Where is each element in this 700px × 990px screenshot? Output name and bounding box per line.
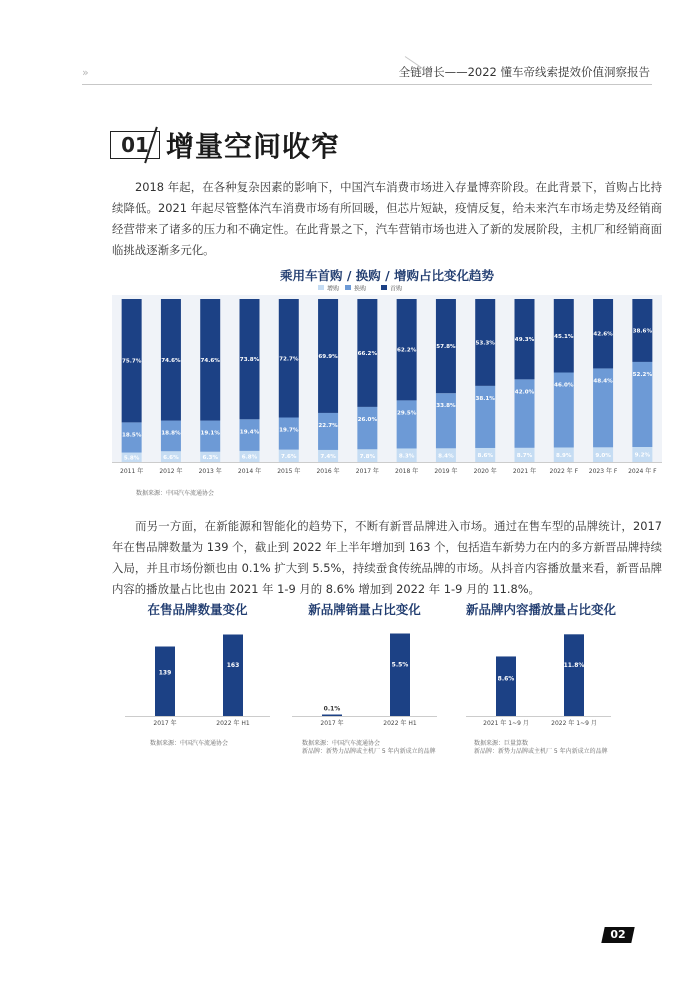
report-title: 全链增长——2022 懂车帝线索提效价值洞察报告	[398, 65, 650, 79]
paragraph-1: 2018 年起，在各种复杂因素的影响下，中国汽车消费市场进入存量博弈阶段。在此背景下，首购占比持续降低。2021 年起尽管整体汽车消费市场有所回暖，但芯片短缺，疫情反复，给未来汽车市场走势及经销商经营带来了诸多的压力和不确定性。在此背景之下，汽车营销市场也进入了新的发展阶段，主机厂和经销商面临挑战逐渐多元化。	[112, 180, 662, 257]
tick-label: 2023 年 F	[588, 468, 618, 475]
legend-label: 增购	[327, 285, 340, 293]
page-number: 02	[610, 928, 626, 941]
data-label: 6.8%	[241, 454, 258, 461]
data-label: 75.7%	[121, 358, 142, 365]
data-label: 8.9%	[556, 452, 572, 459]
bar	[322, 715, 342, 717]
data-label: 74.6%	[161, 357, 181, 364]
data-label: 6.3%	[202, 455, 218, 462]
legend-swatch	[381, 285, 387, 290]
data-label: 26.0%	[357, 416, 378, 423]
main-chart-title: 乘用车首购 / 换购 / 增购占比变化趋势	[279, 268, 495, 283]
source-line: 新品牌：新势力品牌或主机厂 5 年内新成立的品牌	[474, 748, 608, 755]
small-chart-2	[292, 620, 437, 730]
tick-label: 2017 年	[153, 720, 177, 727]
tick-label: 2013 年	[198, 468, 222, 475]
data-label: 8.7%	[516, 453, 533, 460]
header-arrows-icon: »	[82, 66, 87, 79]
data-label: 33.8%	[436, 403, 456, 410]
data-label: 19.7%	[279, 427, 299, 434]
small-chart-2-title: 新品牌销量占比变化	[308, 602, 421, 617]
source-line: 数据来源：巨量算数	[474, 740, 529, 747]
bar	[223, 635, 243, 717]
tick-label: 2021 年 1~9 月	[483, 720, 529, 727]
bar	[496, 656, 516, 716]
data-label: 69.9%	[318, 353, 338, 360]
legend-label: 首购	[390, 285, 403, 293]
small-chart-3	[466, 620, 611, 730]
data-label: 73.8%	[239, 357, 260, 364]
bar-segment	[397, 400, 417, 448]
small-chart-1-title: 在售品牌数量变化	[147, 602, 248, 617]
tick-label: 2022 年 H1	[216, 720, 250, 727]
data-label: 8.6%	[497, 675, 515, 683]
data-label: 72.7%	[279, 356, 299, 363]
data-label: 9.2%	[634, 452, 651, 459]
small-chart-1-source	[150, 740, 228, 748]
source-line: 数据来源：中国汽车流通协会	[302, 740, 381, 747]
data-label: 8.3%	[398, 453, 415, 460]
tick-label: 2019 年	[434, 468, 458, 475]
data-label: 7.6%	[281, 454, 297, 461]
bar-segment	[357, 407, 377, 449]
tick-label: 2022 年 F	[549, 468, 579, 475]
data-label: 8.4%	[438, 453, 454, 460]
bar	[155, 647, 175, 717]
data-label: 48.4%	[593, 378, 613, 385]
small-chart-2-source	[302, 740, 436, 756]
legend-swatch	[318, 285, 324, 290]
small-chart-3-source	[474, 740, 608, 756]
paragraph-2: 而另一方面，在新能源和智能化的趋势下，不断有新晋品牌进入市场。通过在售车型的品牌统计，2017 年在售品牌数量为 139 个，截止到 2022 年上半年增加到 163 个，包括造车新势力在内的多方新晋品牌持续入局，并且市场份额也由 0.1% 扩大到 5.5%，持续蚕食传统品牌的市场。从抖音内容播放量来看，新晋品牌内容的播放量占比也由 2021 年 1-9 月的 8.6% 增加到 2022 年 1-9 月的 11.8%。	[112, 519, 662, 596]
small-chart-3-title: 新品牌内容播放量占比变化	[465, 602, 616, 617]
tick-label: 2011 年	[120, 468, 144, 475]
tick-label: 2018 年	[395, 468, 419, 475]
data-label: 66.2%	[357, 350, 378, 357]
bar	[564, 634, 584, 716]
tick-label: 2021 年	[512, 468, 537, 475]
data-label: 29.5%	[396, 410, 417, 417]
data-label: 22.7%	[318, 422, 338, 429]
legend-label: 换购	[354, 285, 367, 293]
section-title: 增量空间收窄	[166, 130, 341, 163]
legend-swatch	[345, 285, 351, 290]
tick-label: 2014 年	[237, 468, 262, 475]
data-label: 0.1%	[323, 705, 341, 713]
data-label: 5.5%	[391, 661, 409, 669]
tick-label: 2020 年	[473, 468, 497, 475]
data-label: 49.3%	[514, 337, 535, 344]
data-label: 52.2%	[632, 371, 653, 378]
main-chart	[112, 282, 662, 482]
data-label: 18.8%	[161, 430, 181, 437]
data-label: 46.0%	[554, 382, 574, 389]
data-label: 5.8%	[123, 455, 140, 462]
tick-label: 2016 年	[316, 468, 340, 475]
bar	[390, 634, 410, 717]
main-chart-source: 数据来源：中国汽车流通协会	[136, 490, 215, 497]
data-label: 38.1%	[475, 395, 495, 402]
data-label: 6.6%	[163, 454, 179, 461]
source-line: 数据来源：中国汽车流通协会	[150, 740, 229, 747]
tick-label: 2022 年 H1	[383, 720, 417, 727]
data-label: 18.5%	[121, 432, 142, 439]
data-label: 19.1%	[200, 430, 220, 437]
data-label: 38.6%	[632, 328, 653, 335]
data-label: 19.4%	[239, 429, 260, 436]
data-label: 53.3%	[475, 340, 495, 347]
plot-background	[112, 295, 662, 462]
data-label: 45.1%	[554, 333, 574, 340]
bar-segment	[436, 393, 456, 448]
tick-label: 2022 年 1~9 月	[551, 720, 597, 727]
data-label: 9.0%	[595, 452, 611, 459]
header-divider	[82, 84, 652, 85]
tick-label: 2017 年	[355, 468, 379, 475]
tick-label: 2024 年 F	[628, 468, 657, 475]
data-label: 42.0%	[514, 389, 535, 396]
data-label: 62.2%	[396, 347, 417, 354]
tick-label: 2017 年	[320, 720, 344, 727]
bar-segment	[279, 418, 299, 450]
tick-label: 2012 年	[159, 468, 183, 475]
data-label: 8.6%	[477, 453, 493, 460]
section-number: 01	[110, 131, 160, 159]
small-chart-1	[125, 620, 270, 730]
data-label: 74.6%	[200, 357, 220, 364]
bar-segment	[318, 413, 338, 450]
data-label: 42.6%	[593, 331, 613, 338]
data-label: 57.8%	[436, 344, 456, 351]
page-number-badge	[601, 927, 634, 943]
data-label: 11.8%	[563, 661, 585, 669]
tick-label: 2015 年	[277, 468, 301, 475]
data-label: 7.8%	[359, 453, 376, 460]
data-label: 163	[226, 662, 240, 670]
data-label: 7.4%	[320, 454, 336, 461]
source-line: 新品牌：新势力品牌或主机厂 5 年内新成立的品牌	[302, 748, 436, 755]
data-label: 139	[158, 669, 172, 677]
